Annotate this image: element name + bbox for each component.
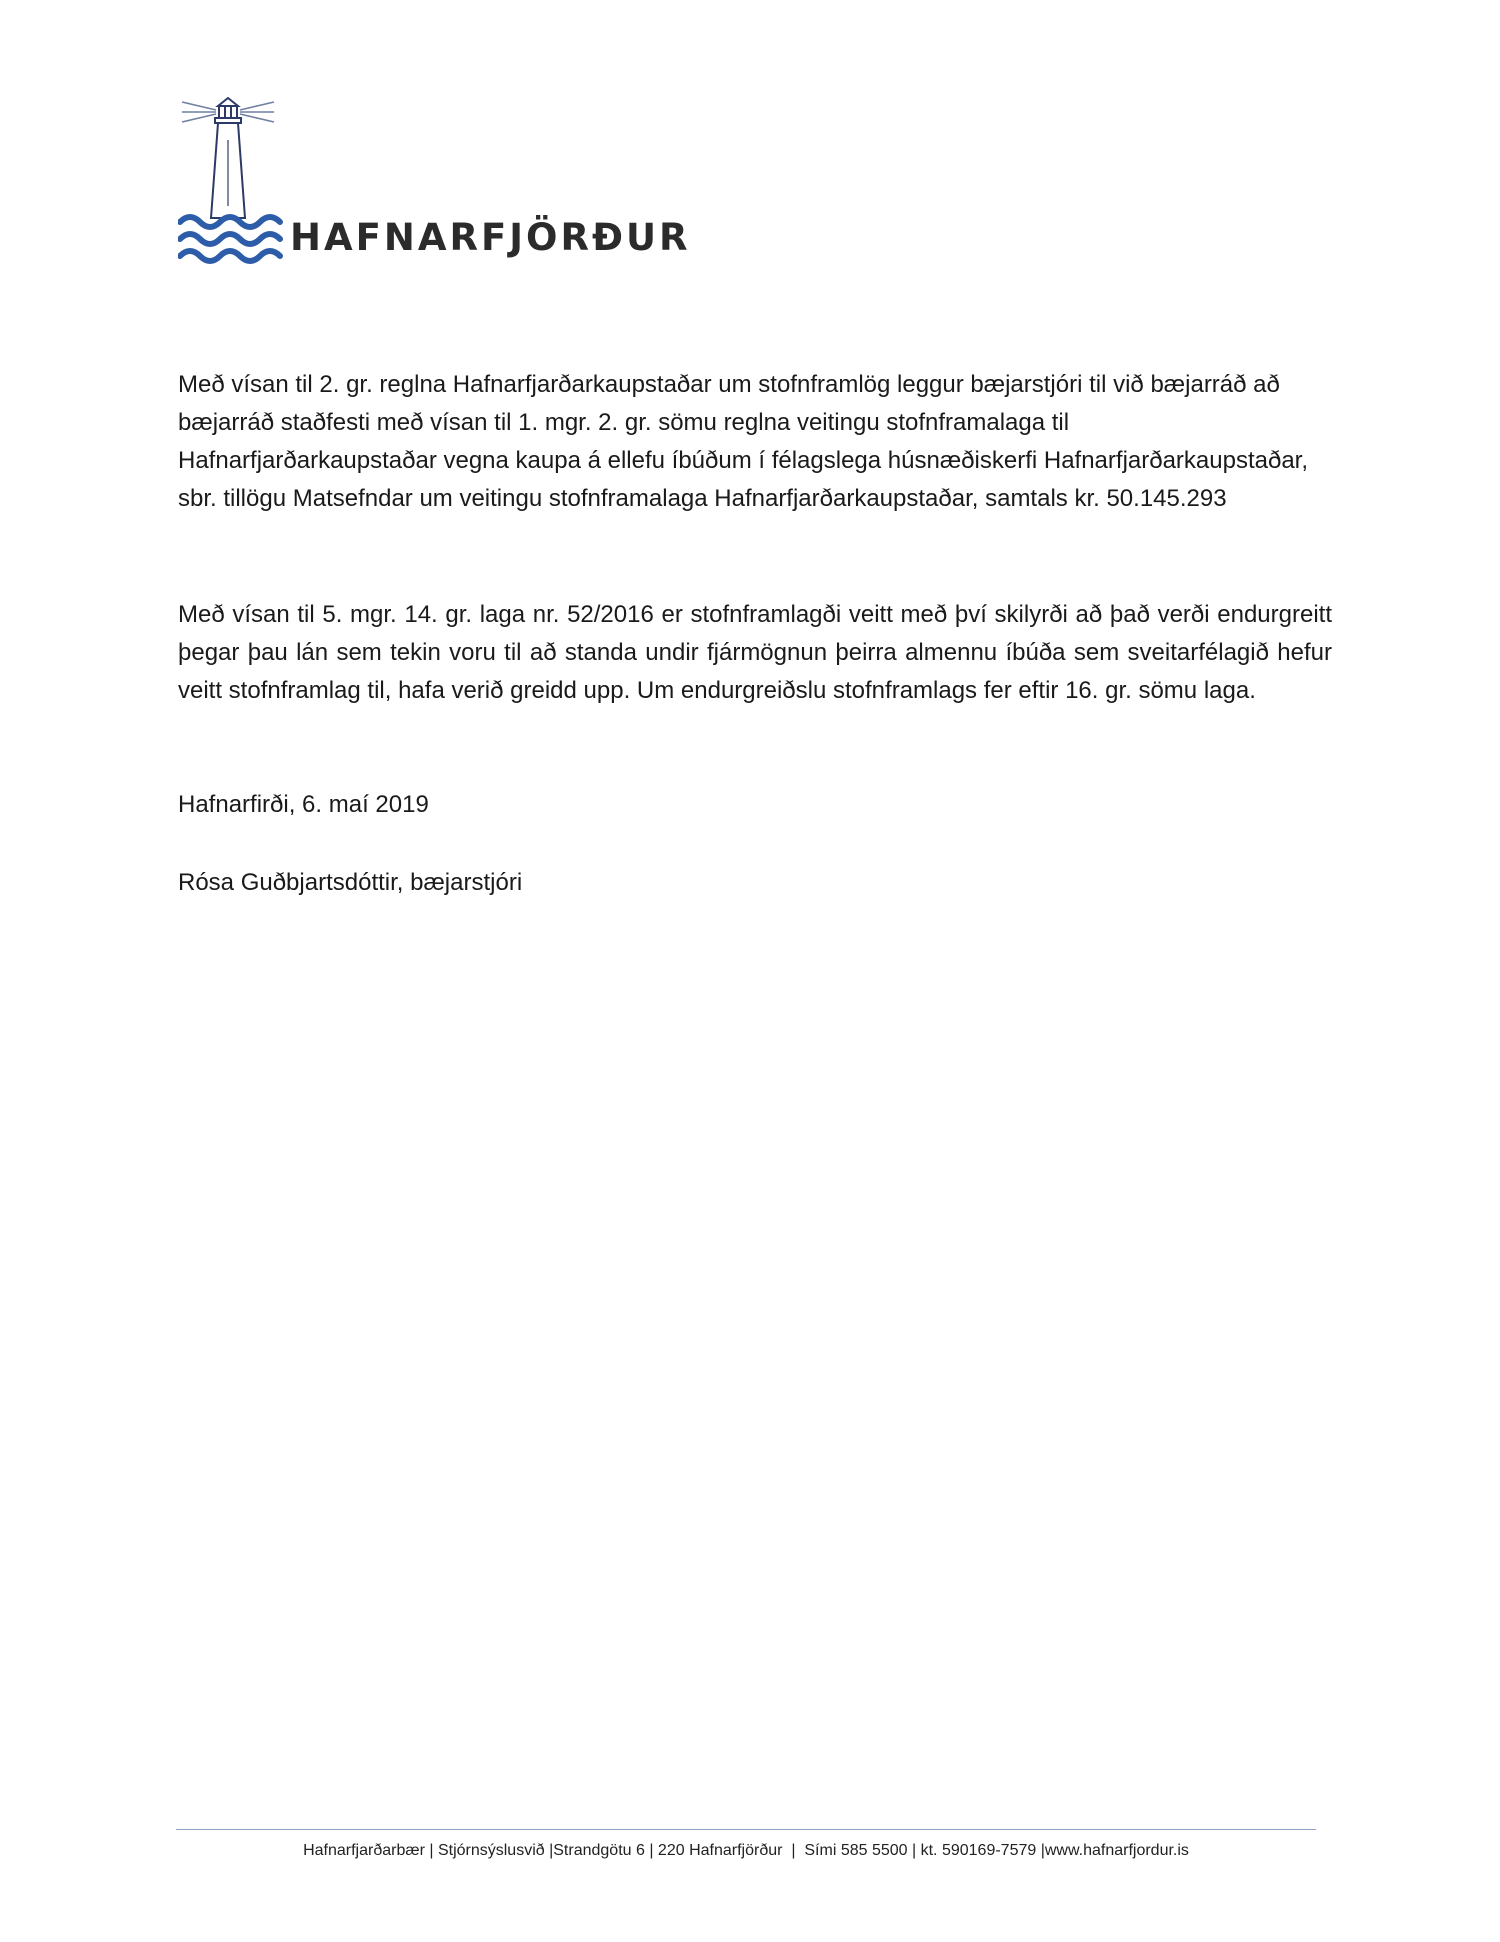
paragraph-proposal: Með vísan til 2. gr. reglna Hafnarfjarðarkaupstaðar um stofnframlög leggur bæjarstjóri til við bæjarráð að bæjarráð staðfesti með vísan til 1. mgr. 2. gr. sömu reglna veitingu stofnframalaga til Hafnarfjarðarkaupstaðar vegna kaupa á ellefu íbúðum í félagslega húsnæðiskerfi Hafnarfjarðarkaupstaðar, sbr. tillögu Matsefndar um veitingu stofnframalaga Hafnarfjarðarkaupstaðar, samtals kr. 50.145.293 <box>178 371 1309 512</box>
footer-contact-info: Hafnarfjarðarbær | Stjórnsýslusvið |Strandgötu 6 | 220 Hafnarfjörður | Sími 585 5500 | kt. 590169-7579 |www.hafnarfjordur.is <box>303 1842 1189 1859</box>
logo <box>178 96 691 266</box>
footer-divider <box>176 1829 1316 1830</box>
signature: Rósa Guðbjartsdóttir, bæjarstjóri <box>178 869 523 896</box>
paragraph-repayment-terms: Með vísan til 5. mgr. 14. gr. laga nr. 52/2016 er stofnframlagði veitt með því skilyrði að það verði endurgreitt þegar þau lán sem tekin voru til að standa undir fjármögnun þeirra almennu íbúða sem sveitarfélagið hefur veitt stofnframlag til, hafa verið greidd upp. Um endurgreiðslu stofnframlags fer eftir 16. gr. sömu laga. <box>178 601 1332 704</box>
lighthouse-icon <box>178 96 288 266</box>
place-date: Hafnarfirði, 6. maí 2019 <box>178 791 429 818</box>
logo-wordmark: HAFNARFJÖRÐUR <box>290 216 691 259</box>
